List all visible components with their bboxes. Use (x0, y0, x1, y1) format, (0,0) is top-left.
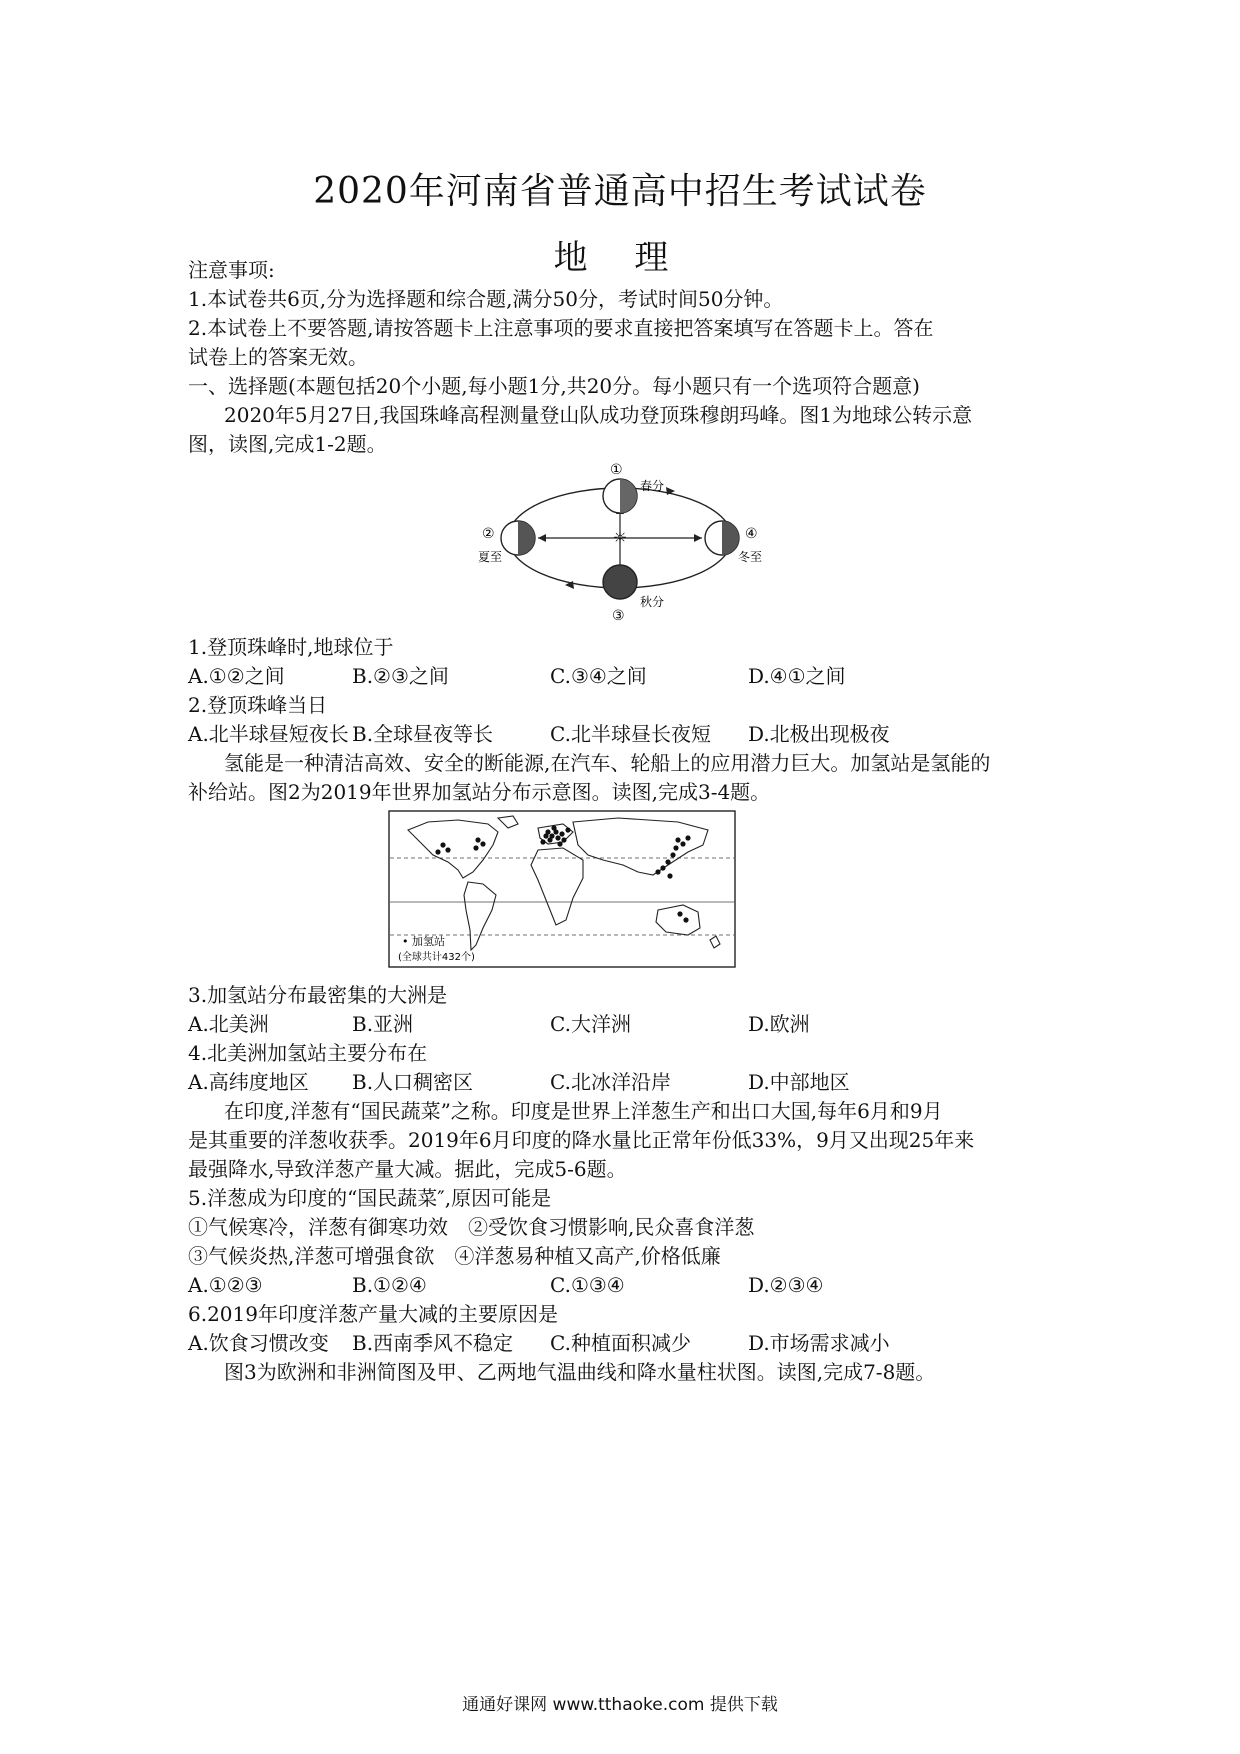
q3-stem: 3.加氢站分布最密集的大洲是 (188, 983, 448, 1007)
q4-option-a: A.高纬度地区 (188, 1070, 309, 1094)
passage3-line-3: 最强降水,导致洋葱产量大减。据此，完成5-6题。 (188, 1157, 627, 1181)
label-n2: ② (482, 526, 495, 542)
q4-option-d: D.中部地区 (748, 1070, 850, 1094)
q5-statement-2: ③气候炎热,洋葱可增强食欲 ④洋葱易种植又高产,价格低廉 (188, 1244, 721, 1268)
map-legend-title: • 加氢站 (402, 935, 445, 948)
q1-option-c: C.③④之间 (550, 664, 647, 688)
sun-icon: ☼ (612, 528, 628, 547)
q1-option-d: D.④①之间 (748, 664, 846, 688)
map-legend-note: (全球共计432个) (398, 952, 475, 963)
q1-stem: 1.登顶珠峰时,地球位于 (188, 635, 394, 659)
q1-option-b: B.②③之间 (352, 664, 449, 688)
q4-option-c: C.北冰洋沿岸 (550, 1070, 671, 1094)
label-n3: ③ (612, 608, 625, 623)
passage2-line-1: 氢能是一种清洁高效、安全的断能源,在汽车、轮船上的应用潜力巨大。加氢站是氢能的 (224, 751, 991, 775)
passage3-line-1: 在印度,洋葱有“国民蔬菜”之称。印度是世界上洋葱生产和出口大国,每年6月和9月 (224, 1099, 943, 1123)
label-autumn: 秋分 (640, 595, 665, 609)
label-winter: 冬至 (738, 550, 763, 564)
q6-option-d: D.市场需求减小 (748, 1331, 890, 1355)
notes-item-2-cont: 试卷上的答案无效。 (188, 345, 368, 369)
passage1-line-2: 图，读图,完成1-2题。 (188, 432, 387, 456)
label-n4: ④ (745, 526, 758, 542)
figure2-world-map (388, 810, 736, 968)
exam-title: 2020年河南省普通高中招生考试试卷 (313, 171, 927, 212)
q6-option-c: C.种植面积减少 (550, 1331, 691, 1355)
q5-stem: 5.洋葱成为印度的“国民蔬菜″,原因可能是 (188, 1186, 552, 1210)
earth-winter (705, 521, 739, 555)
passage3-line-2: 是其重要的洋葱收获季。2019年6月印度的降水量比正常年份低33%，9月又出现25年来 (188, 1128, 975, 1152)
page-footer: 通通好课网 www.tthaoke.com 提供下载 (462, 1695, 778, 1715)
q5-option-c: C.①③④ (550, 1273, 625, 1297)
label-summer: 夏至 (478, 550, 503, 564)
q6-option-a: A.饮食习惯改变 (188, 1331, 329, 1355)
label-spring: 春分 (640, 479, 665, 493)
q3-option-c: C.大洋洲 (550, 1012, 631, 1036)
q5-option-a: A.①②③ (188, 1273, 263, 1297)
q2-option-a: A.北半球昼短夜长 (188, 722, 349, 746)
q3-option-d: D.欧洲 (748, 1012, 810, 1036)
passage1-line-1: 2020年5月27日,我国珠峰高程测量登山队成功登顶珠穆朗玛峰。图1为地球公转示意 (224, 403, 973, 427)
q4-stem: 4.北美洲加氢站主要分布在 (188, 1041, 428, 1065)
q2-option-c: C.北半球昼长夜短 (550, 722, 711, 746)
q1-option-a: A.①②之间 (188, 664, 285, 688)
exam-subject: 地 理 (553, 238, 687, 278)
earth-autumn (603, 565, 637, 599)
notes-item-1: 1.本试卷共6页,分为选择题和综合题,满分50分，考试时间50分钟。 (188, 287, 784, 311)
earth-spring (603, 479, 637, 513)
label-n1: ① (610, 462, 623, 478)
notes-item-2: 2.本试卷上不要答题,请按答题卡上注意事项的要求直接把答案填写在答题卡上。答在 (188, 316, 934, 340)
section1-heading: 一、选择题(本题包括20个小题,每小题1分,共20分。每小题只有一个选项符合题意) (188, 374, 920, 398)
q5-option-b: B.①②④ (352, 1273, 427, 1297)
figure1-revolution-diagram (470, 458, 770, 623)
q2-option-d: D.北极出现极夜 (748, 722, 890, 746)
q3-option-a: A.北美洲 (188, 1012, 269, 1036)
q5-option-d: D.②③④ (748, 1273, 824, 1297)
passage2-line-2: 补给站。图2为2019年世界加氢站分布示意图。读图,完成3-4题。 (188, 780, 771, 804)
passage4-line: 图3为欧洲和非洲简图及甲、乙两地气温曲线和降水量柱状图。读图,完成7-8题。 (224, 1360, 936, 1384)
q6-stem: 6.2019年印度洋葱产量大减的主要原因是 (188, 1302, 558, 1326)
notes-heading: 注意事项: (188, 258, 275, 282)
q2-option-b: B.全球昼夜等长 (352, 722, 494, 746)
q3-option-b: B.亚洲 (352, 1012, 414, 1036)
q5-statement-1: ①气候寒冷，洋葱有御寒功效 ②受饮食习惯影响,民众喜食洋葱 (188, 1215, 755, 1239)
q4-option-b: B.人口稠密区 (352, 1070, 474, 1094)
earth-summer (501, 521, 535, 555)
q6-option-b: B.西南季风不稳定 (352, 1331, 514, 1355)
q2-stem: 2.登顶珠峰当日 (188, 693, 328, 717)
